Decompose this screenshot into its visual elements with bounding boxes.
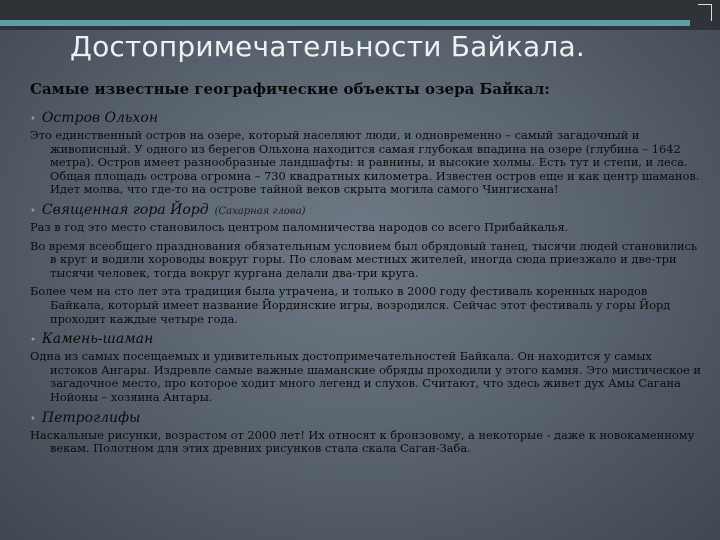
top-bar-accent-stripe <box>0 20 690 26</box>
section-heading: Петроглифы <box>41 409 141 426</box>
section-yord <box>30 202 702 326</box>
bullet-heading <box>30 202 702 218</box>
bullet-heading <box>30 110 702 126</box>
bullet-icon: • <box>30 114 36 125</box>
slide-content <box>30 80 702 461</box>
section-heading: Священная гора Йорд <box>41 201 209 218</box>
section-heading: Остров Ольхон <box>41 110 159 126</box>
section-paragraph: Более чем на сто лет эта традиция была утрачена, и только в 2000 году фестиваль коренных народов Байкала, который имеет название Йординские игры, возродился. Сейчас этот фестиваль у горы Йорд проходит каждые четыре года. <box>30 284 671 326</box>
section-olkhon <box>30 110 702 197</box>
bullet-icon: • <box>30 413 36 425</box>
section-paragraph: Одна из самых посещаемых и удивительных достопримечательностей Байкала. Он находится у самых истоков Ангары. Издревле самые важные шаманские обряды проходили у этого камня. Это мистическое и загадочное место, про которое ходит много легенд и слухов. Считают, что здесь живет дух Амы Сагана Нойоны – хозяина Антары. <box>30 349 702 404</box>
section-heading: Камень-шаман <box>41 331 154 348</box>
page-corner-icon <box>698 4 712 21</box>
section-heading-note: (Сахарная глова) <box>214 205 306 217</box>
bullet-icon: • <box>30 335 36 347</box>
bullet-heading <box>30 410 702 426</box>
section-shaman-stone <box>30 331 702 404</box>
slide-top-bar <box>0 0 720 30</box>
section-paragraph: Наскальные рисунки, возрастом от 2000 лет! Их относят к бронзовому, а некоторые - даже к новокаменному векам. Полотном для этих древних рисунков стала скала Саган-Заба. <box>30 427 695 456</box>
bullet-icon: • <box>30 205 36 217</box>
slide-subtitle: Самые известные географические объекты озера Байкал: <box>30 80 550 98</box>
section-petroglyphs <box>30 410 702 456</box>
section-paragraph: Раз в год это место становилось центром паломничества народов со всего Прибайкалья. <box>30 219 569 234</box>
section-paragraph: Во время всеобщего празднования обязательным условием был обрядовый танец, тысячи людей становились в круг и водили хороводы вокруг горы. По словам местных жителей, иногда сюда приезжало и две-три тысячи человек, тогда вокруг кургана делали два-три круга. <box>30 238 698 280</box>
section-paragraph: Это единственный остров на озере, который населяют люди, и одновременно – самый загадочный и живописный. У одного из берегов Ольхона находится самая глубокая впадина на озере (глубина – 1642 метра). Остров имеет разнообразные ландшафты: и равнины, и высокие холмы. Есть тут и степи, и леса. Общая площадь острова огромна – 730 квадратных километра. Известен остров еще и как центр шаманов. Идет молва, что где-то на острове тайной веков скрыта могила самого Чингисхана! <box>30 128 700 197</box>
slide-title: Достопримечательности Байкала. <box>70 30 585 63</box>
bullet-heading <box>30 331 702 347</box>
